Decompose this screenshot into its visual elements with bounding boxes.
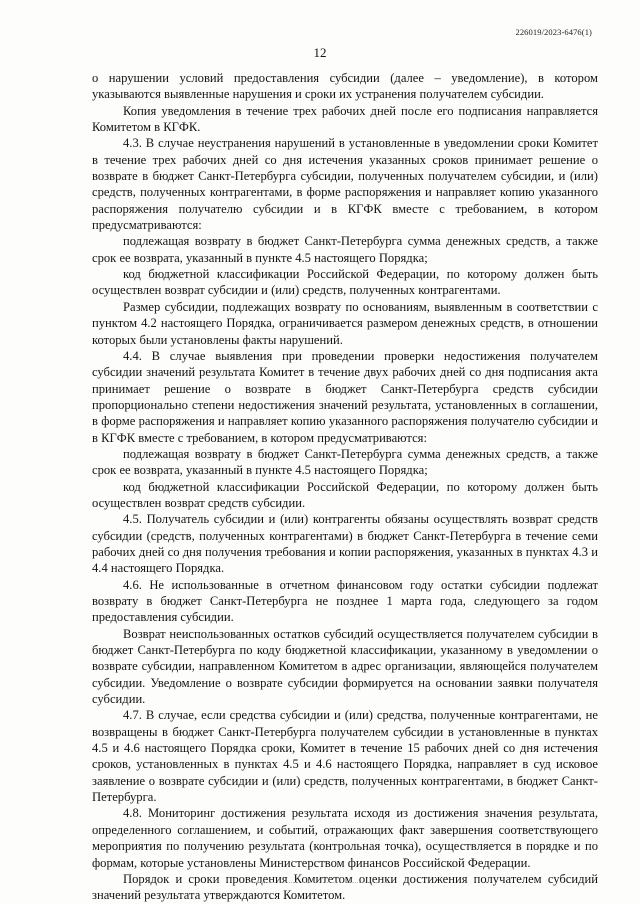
- paragraph-notification-continuation: о нарушении условий предоставления субсидии (далее – уведомление), в котором указываются выявленные нарушения и сроки их устранения получателем субсидии.: [92, 71, 598, 102]
- document-registration-number: 226019/2023-6476(1): [515, 27, 592, 37]
- paragraph-4-4-budget-code: код бюджетной классификации Российской Федерации, по которому должен быть осуществлен возврат средств субсидии.: [92, 479, 598, 510]
- paragraph-4-3-amount: подлежащая возврату в бюджет Санкт-Петербурга сумма денежных средств, а также срок ее возврата, указанный в пункте 4.5 настоящего Порядка;: [92, 234, 598, 265]
- paragraph-4-3-budget-code: код бюджетной классификации Российской Федерации, по которому должен быть осуществлен возврат субсидии и (или) средств, полученных контрагентами.: [92, 267, 598, 298]
- paragraph-4-6: 4.6. Не использованные в отчетном финансовом году остатки субсидии подлежат возврату в бюджет Санкт-Петербурга не позднее 1 марта года, следующего за годом предоставления субсидии.: [92, 577, 598, 625]
- paragraph-4-8: 4.8. Мониторинг достижения результата исходя из достижения значения результата, определенного соглашением, и событий, отражающих факт завершения соответствующего мероприятия по получению результата (контрольная точка), осуществляется в порядке и по формам, которые установлены Министерством финансов Российской Федерации.: [92, 806, 598, 870]
- paragraph-4-8-assessment: Порядок и сроки проведения Комитетом оценки достижения получателем субсидий значений результата утверждаются Комитетом.: [92, 871, 598, 903]
- document-body: [92, 70, 598, 904]
- paragraph-4-3-refund-size: Размер субсидии, подлежащих возврату по основаниям, выявленным в соответствии с пунктом 4.2 настоящего Порядка, ограничивается размером денежных средств, в отношении которых были установлены факты нарушений.: [92, 299, 598, 347]
- paragraph-4-6-unused-balance: Возврат неиспользованных остатков субсидий осуществляется получателем субсидии в бюджет Санкт-Петербурга по коду бюджетной классификации, указанному в уведомлении о возврате субсидии, направленном Комитетом в адрес организации, являющейся получателем субсидии. Уведомление о возврате субсидии формируется на основании заявки получателя субсидии.: [92, 626, 598, 707]
- paragraph-4-4-amount: подлежащая возврату в бюджет Санкт-Петербурга сумма денежных средств, а также срок ее возврата, указанный в пункте 4.5 настоящего Порядка;: [92, 446, 598, 478]
- paragraph-4-7: 4.7. В случае, если средства субсидии и (или) средства, полученные контрагентами, не возвращены в бюджет Санкт-Петербурга получателем субсидии в установленные в пунктах 4.5 и 4.6 настоящего Порядка сроки, Комитет в течение 15 рабочих дней со дня истечения сроков, установленных в пунктах 4.5 и 4.6 настоящего Порядка, направляет в суд исковое заявление о возврате субсидии и (или) средств, полученных контрагентами, в бюджет Санкт-Петербурга.: [92, 708, 598, 805]
- paragraph-4-3: 4.3. В случае неустранения нарушений в установленные в уведомлении сроки Комитет в течение трех рабочих дней со дня истечения указанных сроков принимает решение о возврате в бюджет Санкт-Петербурга субсидии, полученных получателем субсидии, и (или) средств, полученных контрагентами, в форме распоряжения и направляет копию указанного распоряжения получателю субсидии и в КГФК вместе с требованием, в котором предусматриваются:: [92, 136, 598, 233]
- scan-artifact-line: [248, 882, 388, 884]
- paragraph-4-5: 4.5. Получатель субсидии и (или) контрагенты обязаны осуществлять возврат средств субсидии (средств, полученных контрагентами) в бюджет Санкт-Петербурга в течение семи рабочих дней со дня получения требования и копии распоряжения, указанных в пунктах 4.3 и 4.4 настоящего Порядка.: [92, 512, 598, 576]
- page-number: 12: [313, 45, 327, 60]
- paragraph-notification-copy: Копия уведомления в течение трех рабочих дней после его подписания направляется Комитетом в КГФК.: [92, 103, 598, 135]
- paragraph-4-4: 4.4. В случае выявления при проведении проверки недостижения получателем субсидии значений результата Комитет в течение двух рабочих дней со дня подписания акта принимает решение о возврате в бюджет Санкт-Петербурга средств субсидии пропорционально степени недостижения значений результата, установленных в соглашении, в форме распоряжения и направляет копию указанного распоряжения получателю субсидии и в КГФК вместе с требованием, в котором предусматриваются:: [92, 348, 598, 445]
